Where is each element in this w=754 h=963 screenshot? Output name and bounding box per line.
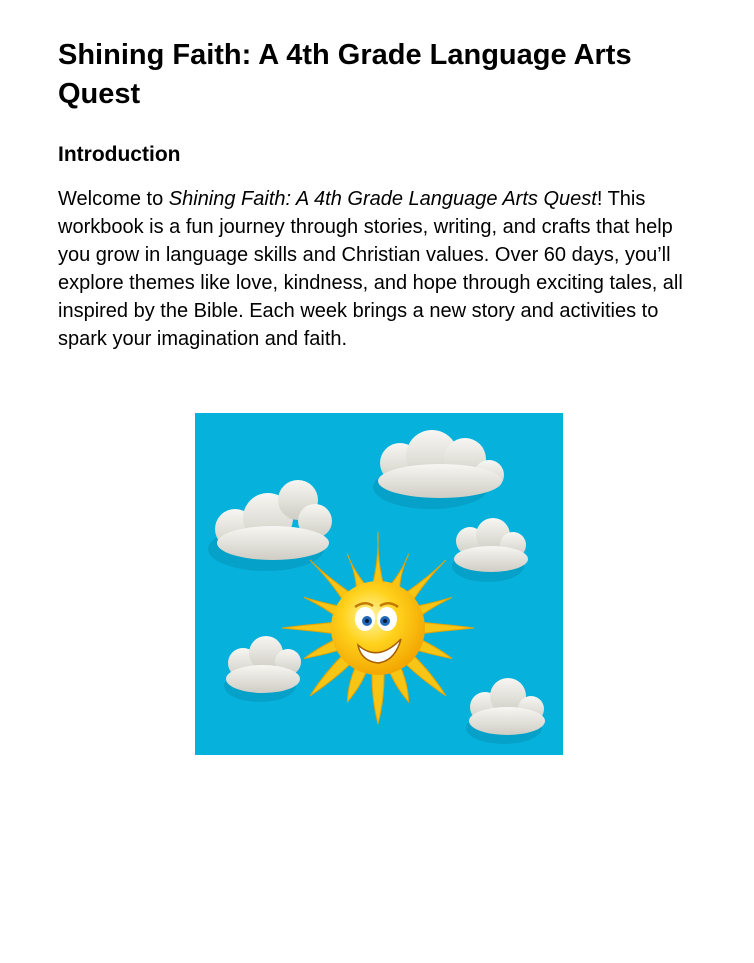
sun-clouds-image (195, 413, 563, 755)
sun-illustration (195, 413, 563, 755)
intro-lead: Welcome to (58, 188, 169, 210)
intro-paragraph (58, 185, 698, 353)
intro-body: This workbook is a fun journey through stories, writing, and crafts that help you grow in language skills and Christian values. Over 60 days, you’ll explore themes like love, kindness, and hope through exciting tales, all inspired by the Bible. Each week brings a new story and activities to spark your imagination and faith. (58, 188, 683, 350)
section-heading: Introduction (58, 143, 181, 166)
sun-icon (282, 532, 474, 724)
document-title: Shining Faith: A 4th Grade Language Arts Quest (58, 39, 632, 110)
intro-book-title: Shining Faith: A 4th Grade Language Arts Quest (168, 188, 597, 210)
intro-exclamation: ! (596, 188, 603, 210)
